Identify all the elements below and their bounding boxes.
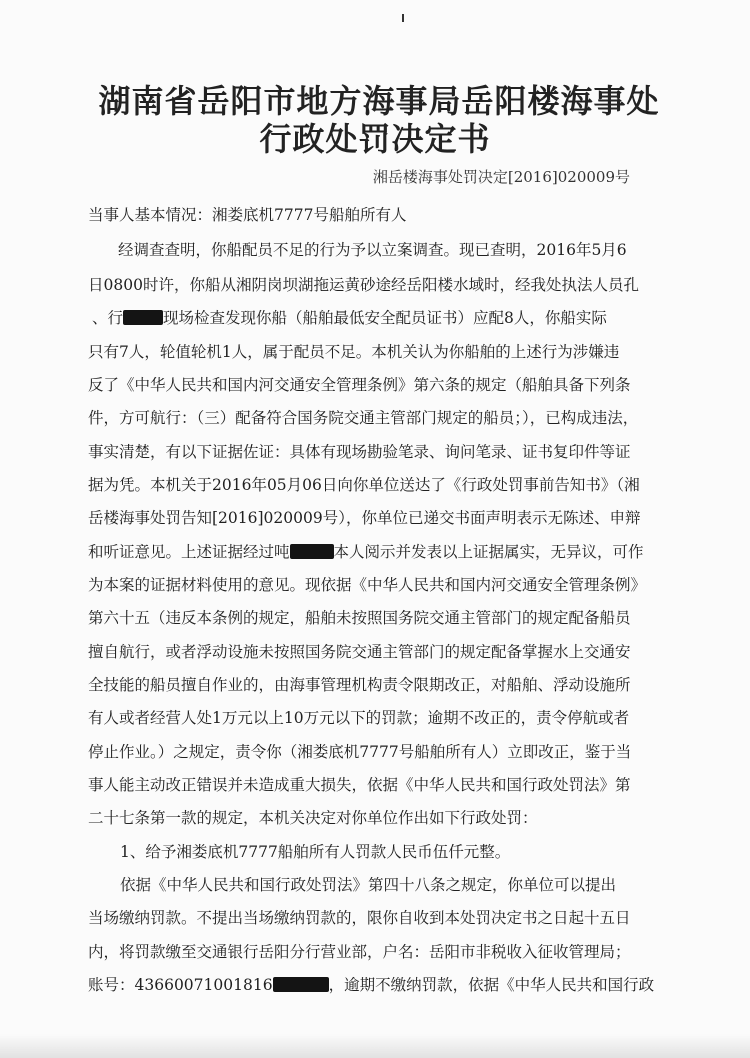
- document-number: 湘岳楼海事处罚决定[2016]020009号: [372, 168, 630, 186]
- body-line-12: [88, 573, 646, 595]
- line-text: 二十七条第一款的规定，本机关决定对你单位作出如下行政处罚：: [88, 809, 538, 827]
- body-line-11: [88, 540, 644, 562]
- line-text: 据为凭。本机关于2016年05月06日向你单位送达了《行政处罚事前告知书》（湘: [88, 476, 640, 494]
- scan-speck: [402, 14, 404, 22]
- body-line-6: [88, 373, 631, 395]
- line-text: 为本案的证据材料使用的意见。现依据《中华人民共和国内河交通安全管理条例》: [88, 576, 647, 594]
- body-line-16: [88, 706, 629, 728]
- line-text: 第六十五（违反本条例的规定，船舶未按照国务院交通主管部门的规定配备船员: [88, 609, 631, 627]
- line-text: 日0800时许，你船从湘阴岗坝湖拖运黄砂途经岳阳楼水域时，经我处执法人员孔: [88, 276, 639, 294]
- body-line-14: [88, 640, 631, 662]
- body-line-24: [88, 973, 654, 995]
- line-text: 擅自航行，或者浮动设施未按照国务院交通主管部门的规定配备掌握水上交通安: [88, 643, 631, 661]
- line-text: 有人或者经营人处1万元以上10万元以下的罚款；逾期不改正的，责令停航或者: [88, 709, 630, 727]
- line-text: 内，将罚款缴至交通银行岳阳分行营业部，户名：岳阳市非税收入征收管理局；: [88, 943, 631, 961]
- document-title-line1: 湖南省岳阳市地方海事局岳阳楼海事处: [98, 82, 660, 120]
- body-line-10: [88, 506, 640, 528]
- line-text: 件，方可航行：（三）配备符合国务院交通主管部门规定的船员；），已构成违法，: [88, 409, 639, 427]
- line-text: 停止作业。）之规定，责令你（湘娄底机7777号船舶所有人）立即改正，鉴于当: [88, 743, 632, 761]
- line-text: 和听证意见。上述证据经过吨 本人阅示并发表以上证据属实，无异议，可作: [88, 543, 644, 561]
- body-line-3: [88, 273, 639, 295]
- body-line-2: [118, 238, 627, 260]
- line-text: 只有7人，轮值轮机1人，属于配员不足。本机关认为你船舶的上述行为涉嫌违: [88, 343, 620, 361]
- line-text: 全技能的船员擅自作业的，由海事管理机构责令限期改正，对船舶、浮动设施所: [88, 676, 631, 694]
- body-line-1: [88, 203, 406, 225]
- scan-bottom-shadow: [0, 1034, 750, 1058]
- line-text: 当事人基本情况：湘娄底机7777号船舶所有人: [88, 206, 407, 224]
- body-line-19: [88, 806, 538, 828]
- body-line-7: [88, 406, 638, 428]
- body-line-9: [88, 473, 640, 495]
- body-line-21: [120, 873, 616, 895]
- document-title-line2: 行政处罚决定书: [259, 120, 491, 158]
- body-line-15: [88, 673, 631, 695]
- line-text: 1、给予湘娄底机7777船舶所有人罚款人民币伍仟元整。: [120, 843, 511, 861]
- line-text: 事实清楚，有以下证据佐证：具体有现场勘验笔录、询问笔录、证书复印件等证: [88, 443, 631, 461]
- line-text: 经调查查明，你船配员不足的行为予以立案调查。现已查明，2016年5月6: [118, 241, 627, 259]
- redaction-block: [273, 977, 329, 992]
- body-line-22: [88, 906, 631, 928]
- body-line-23: [88, 940, 631, 962]
- line-text: 当场缴纳罚款。不提出当场缴纳罚款的，限你自收到本处罚决定书之日起十五日: [88, 909, 631, 927]
- body-line-18: [88, 773, 631, 795]
- redaction-block: [123, 310, 163, 325]
- body-line-13: [88, 606, 631, 628]
- body-line-20: [120, 840, 510, 862]
- line-text: 账号：43660071001816 ，逾期不缴纳罚款，依据《中华人民共和国行政: [88, 976, 655, 994]
- line-text: 事人能主动改正错误并未造成重大损失，依据《中华人民共和国行政处罚法》第: [88, 776, 631, 794]
- redaction-block: [290, 544, 334, 559]
- body-line-5: [88, 340, 619, 362]
- line-text: 、行 现场检查发现你船（船舶最低安全配员证书）应配8人，你船实际: [92, 309, 607, 327]
- line-text: 反了《中华人民共和国内河交通安全管理条例》第六条的规定（船舶具备下列条: [88, 376, 631, 394]
- body-line-8: [88, 440, 631, 462]
- body-line-17: [88, 740, 631, 762]
- body-line-4: [92, 306, 607, 328]
- line-text: 依据《中华人民共和国行政处罚法》第四十八条之规定，你单位可以提出: [120, 876, 617, 894]
- line-text: 岳楼海事处罚告知[2016]020009号），你单位已递交书面声明表示无陈述、申辩: [88, 509, 641, 527]
